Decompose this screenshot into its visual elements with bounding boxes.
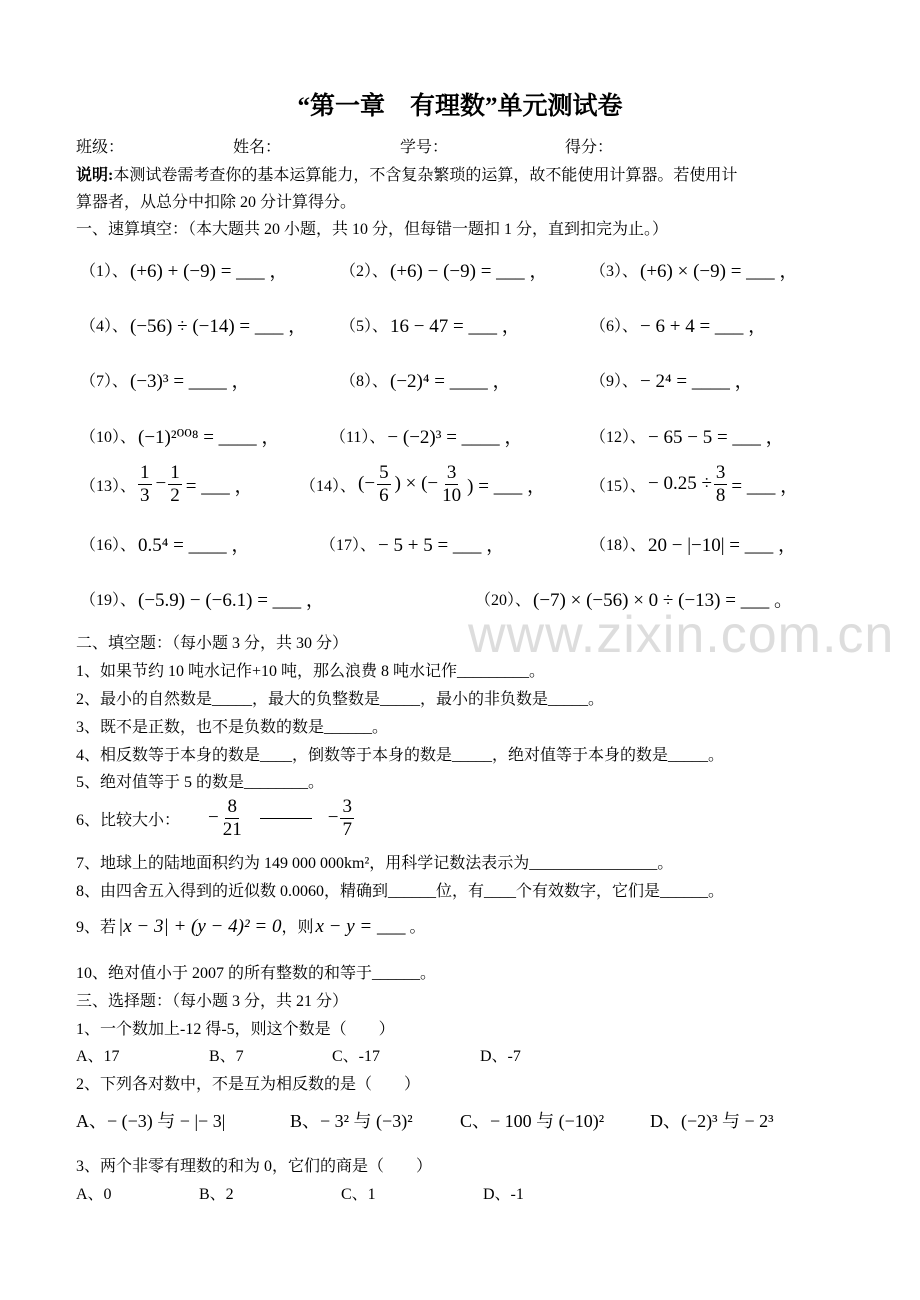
item-label: （7）、 [80, 373, 129, 390]
quick-calc-item [80, 462, 253, 507]
class-label: 班级： [76, 139, 125, 156]
item-label: （9）、 [590, 373, 639, 390]
item-label: （8）、 [340, 373, 389, 390]
item-expression: − 6 + 4 = ___ ， [640, 316, 768, 337]
choice-q1-option-c[interactable]: C、-17 [332, 1048, 381, 1065]
item-expression: (+6) − (−9) = ___ ， [390, 261, 549, 282]
watermark: www.zixin.com.cn [468, 606, 895, 664]
fraction [168, 462, 182, 507]
fill-q10: 10、绝对值小于 2007 的所有整数的和等于______。 [76, 965, 437, 982]
item-label: （4）、 [80, 318, 129, 335]
note-label: 说明: [76, 167, 114, 184]
quick-calc-item [80, 256, 288, 283]
item-label: （14）、 [300, 477, 357, 495]
expression-part: − 0.25 ÷ [648, 473, 712, 495]
choice-q2-stem: 2、下列各对数中，不是互为相反数的是（ ） [76, 1076, 421, 1093]
item-label: （19）、 [80, 592, 137, 609]
item-label: （10）、 [80, 429, 137, 446]
item-expression: (−1)²⁰⁰⁸ = ____ ， [138, 427, 281, 448]
choice-q1-option-b[interactable]: B、7 [209, 1048, 244, 1065]
fill-q7: 7、地球上的陆地面积约为 149 000 000km²，用科学记数法表示为________________。 [76, 855, 674, 872]
quick-calc-item [590, 311, 767, 338]
quick-calc-item [590, 530, 797, 557]
choice-q2-option-a[interactable]: A、− (−3) 与 − |− 3| [76, 1111, 226, 1131]
quick-calc-item [330, 422, 523, 449]
page-title: “第一章 有理数”单元测试卷 [297, 93, 623, 120]
q9-then: ，则 [281, 919, 314, 936]
choice-q2-option-b[interactable]: B、− 3² 与 (−3)² [290, 1111, 413, 1131]
choice-q3-option-b[interactable]: B、2 [199, 1186, 234, 1203]
denominator: 21 [222, 818, 242, 840]
q9-label: 9、若 [76, 919, 117, 936]
quick-calc-item [80, 422, 280, 449]
choice-q1-option-a[interactable]: A、17 [76, 1048, 120, 1065]
item-expression: (+6) × (−9) = ___ ， [640, 261, 799, 282]
item-label: （2）、 [340, 263, 389, 280]
section3-heading: 三、选择题：（每小题 3 分，共 21 分） [76, 993, 349, 1010]
note-line-1 [76, 162, 737, 185]
denominator: 7 [342, 818, 352, 840]
fill-q2: 2、最小的自然数是_____，最大的负整数是_____，最小的非负数是_____。 [76, 691, 605, 708]
item-label: （17）、 [320, 537, 377, 554]
quick-calc-item [340, 256, 548, 283]
fraction [377, 462, 391, 507]
item-label: （16）、 [80, 537, 137, 554]
section2-heading: 二、填空题：（每小题 3 分，共 30 分） [76, 635, 349, 652]
fill-q6-label: 6、比较大小： [76, 811, 181, 829]
expression-part: (− [358, 473, 376, 495]
choice-q3-option-d[interactable]: D、-1 [483, 1186, 524, 1203]
item-expression: (+6) + (−9) = ___ ， [130, 261, 289, 282]
item-label: （18）、 [590, 537, 647, 554]
fraction [221, 796, 244, 841]
expression-part: = ___ ， [731, 475, 800, 497]
quick-calc-item [590, 422, 785, 449]
minus-sign: − [208, 807, 219, 829]
item-expression: − 65 − 5 = ___ ， [648, 427, 785, 448]
quick-calc-item [80, 311, 307, 338]
quick-calc-item [80, 530, 250, 557]
item-expression: − 5 + 5 = ___ ， [378, 535, 506, 556]
item-expression: (−7) × (−56) × 0 ÷ (−13) = ___ 。 [533, 590, 793, 611]
q9-end: 。 [405, 919, 426, 936]
q9-answer: x − y = ___ [315, 916, 406, 937]
quick-calc-item [590, 366, 754, 393]
fill-q4: 4、相反数等于本身的数是____，倒数等于本身的数是_____，绝对值等于本身的数是_____。 [76, 747, 725, 764]
denominator: 10 [442, 484, 462, 506]
operator: − [155, 473, 167, 495]
denominator: 8 [715, 484, 726, 506]
note-line-2: 算器者，从总分中扣除 20 分计算得分。 [76, 194, 357, 211]
numerator: 3 [715, 462, 726, 483]
expression-part: ) = ___ ， [467, 475, 546, 497]
numerator: 3 [446, 462, 457, 483]
name-label: 姓名： [233, 139, 282, 156]
quick-calc-item [340, 366, 511, 393]
choice-q2-option-d[interactable]: D、(−2)³ 与 − 2³ [650, 1111, 774, 1131]
item-expression: 20 − |−10| = ___ ， [648, 535, 798, 556]
denominator: 6 [379, 484, 389, 506]
quick-calc-item [590, 462, 799, 507]
quick-calc-item [80, 366, 251, 393]
item-label: （6）、 [590, 318, 639, 335]
item-expression: (−5.9) − (−6.1) = ___ ， [138, 590, 325, 611]
quick-calc-item [340, 311, 521, 338]
item-label: （5）、 [340, 318, 389, 335]
item-expression: 16 − 47 = ___ ， [390, 316, 521, 337]
item-expression: (−56) ÷ (−14) = ___ ， [130, 316, 308, 337]
section1-heading: 一、速算填空：（本大题共 20 小题，共 10 分，但每错一题扣 1 分，直到扣完为止。） [76, 221, 669, 238]
item-label: （12）、 [590, 429, 647, 446]
item-expression: − (−2)³ = ____ ， [387, 427, 524, 448]
item-expression: (−2)⁴ = ____ ， [390, 371, 512, 392]
item-label: （3）、 [590, 263, 639, 280]
numerator: 1 [170, 462, 180, 483]
item-label: （13）、 [80, 477, 137, 495]
student-id-label: 学号： [400, 139, 449, 156]
fraction [138, 462, 152, 507]
denominator: 3 [140, 484, 150, 506]
denominator: 2 [170, 484, 180, 506]
score-label: 得分： [565, 139, 614, 156]
q9-equation: |x − 3| + (y − 4)² = 0 [118, 916, 282, 937]
item-label: （11）、 [330, 429, 386, 446]
quick-calc-item [320, 530, 505, 557]
choice-q3-option-a[interactable]: A、0 [76, 1186, 112, 1203]
numerator: 5 [379, 462, 389, 483]
fraction [440, 462, 463, 507]
choice-q3-option-c[interactable]: C、1 [341, 1186, 376, 1203]
note-text: 本测试卷需考查你的基本运算能力，不含复杂繁琐的运算，故不能使用计算器。若使用计 [113, 167, 738, 184]
fill-q5: 5、绝对值等于 5 的数是________。 [76, 774, 325, 791]
numerator: 3 [342, 796, 352, 817]
quick-calc-item [590, 256, 798, 283]
fill-q9 [76, 914, 426, 938]
expression-part: ) × (− [394, 473, 439, 495]
fraction [714, 462, 728, 507]
choice-q2-option-c[interactable]: C、− 100 与 (−10)² [460, 1111, 605, 1131]
item-expression: − 2⁴ = ____ ， [640, 371, 754, 392]
fill-q3: 3、既不是正数，也不是负数的数是______。 [76, 719, 389, 736]
item-label: （1）、 [80, 263, 129, 280]
answer-blank[interactable] [260, 818, 312, 819]
item-expression: (−3)³ = ____ ， [130, 371, 251, 392]
quick-calc-item [300, 462, 546, 507]
fill-q1: 1、如果节约 10 吨水记作+10 吨，那么浪费 8 吨水记作_________。 [76, 663, 546, 680]
minus-sign: − [327, 807, 339, 829]
fill-q8: 8、由四舍五入得到的近似数 0.0060，精确到______位，有____个有效数字，它们是______。 [76, 883, 725, 900]
expression-part: = ___ ， [185, 475, 254, 497]
quick-calc-item [80, 585, 325, 612]
numerator: 8 [227, 796, 237, 817]
choice-q3-stem: 3、两个非零有理数的和为 0，它们的商是（ ） [76, 1158, 433, 1175]
item-label: （15）、 [590, 477, 647, 495]
fill-q6 [76, 796, 356, 841]
choice-q1-option-d[interactable]: D、-7 [480, 1048, 521, 1065]
numerator: 1 [140, 462, 150, 483]
item-label: （20）、 [475, 592, 532, 609]
item-expression: 0.5⁴ = ____ ， [138, 535, 251, 556]
fraction [340, 796, 354, 841]
choice-q1-stem: 1、一个数加上-12 得-5，则这个数是（ ） [76, 1021, 395, 1038]
